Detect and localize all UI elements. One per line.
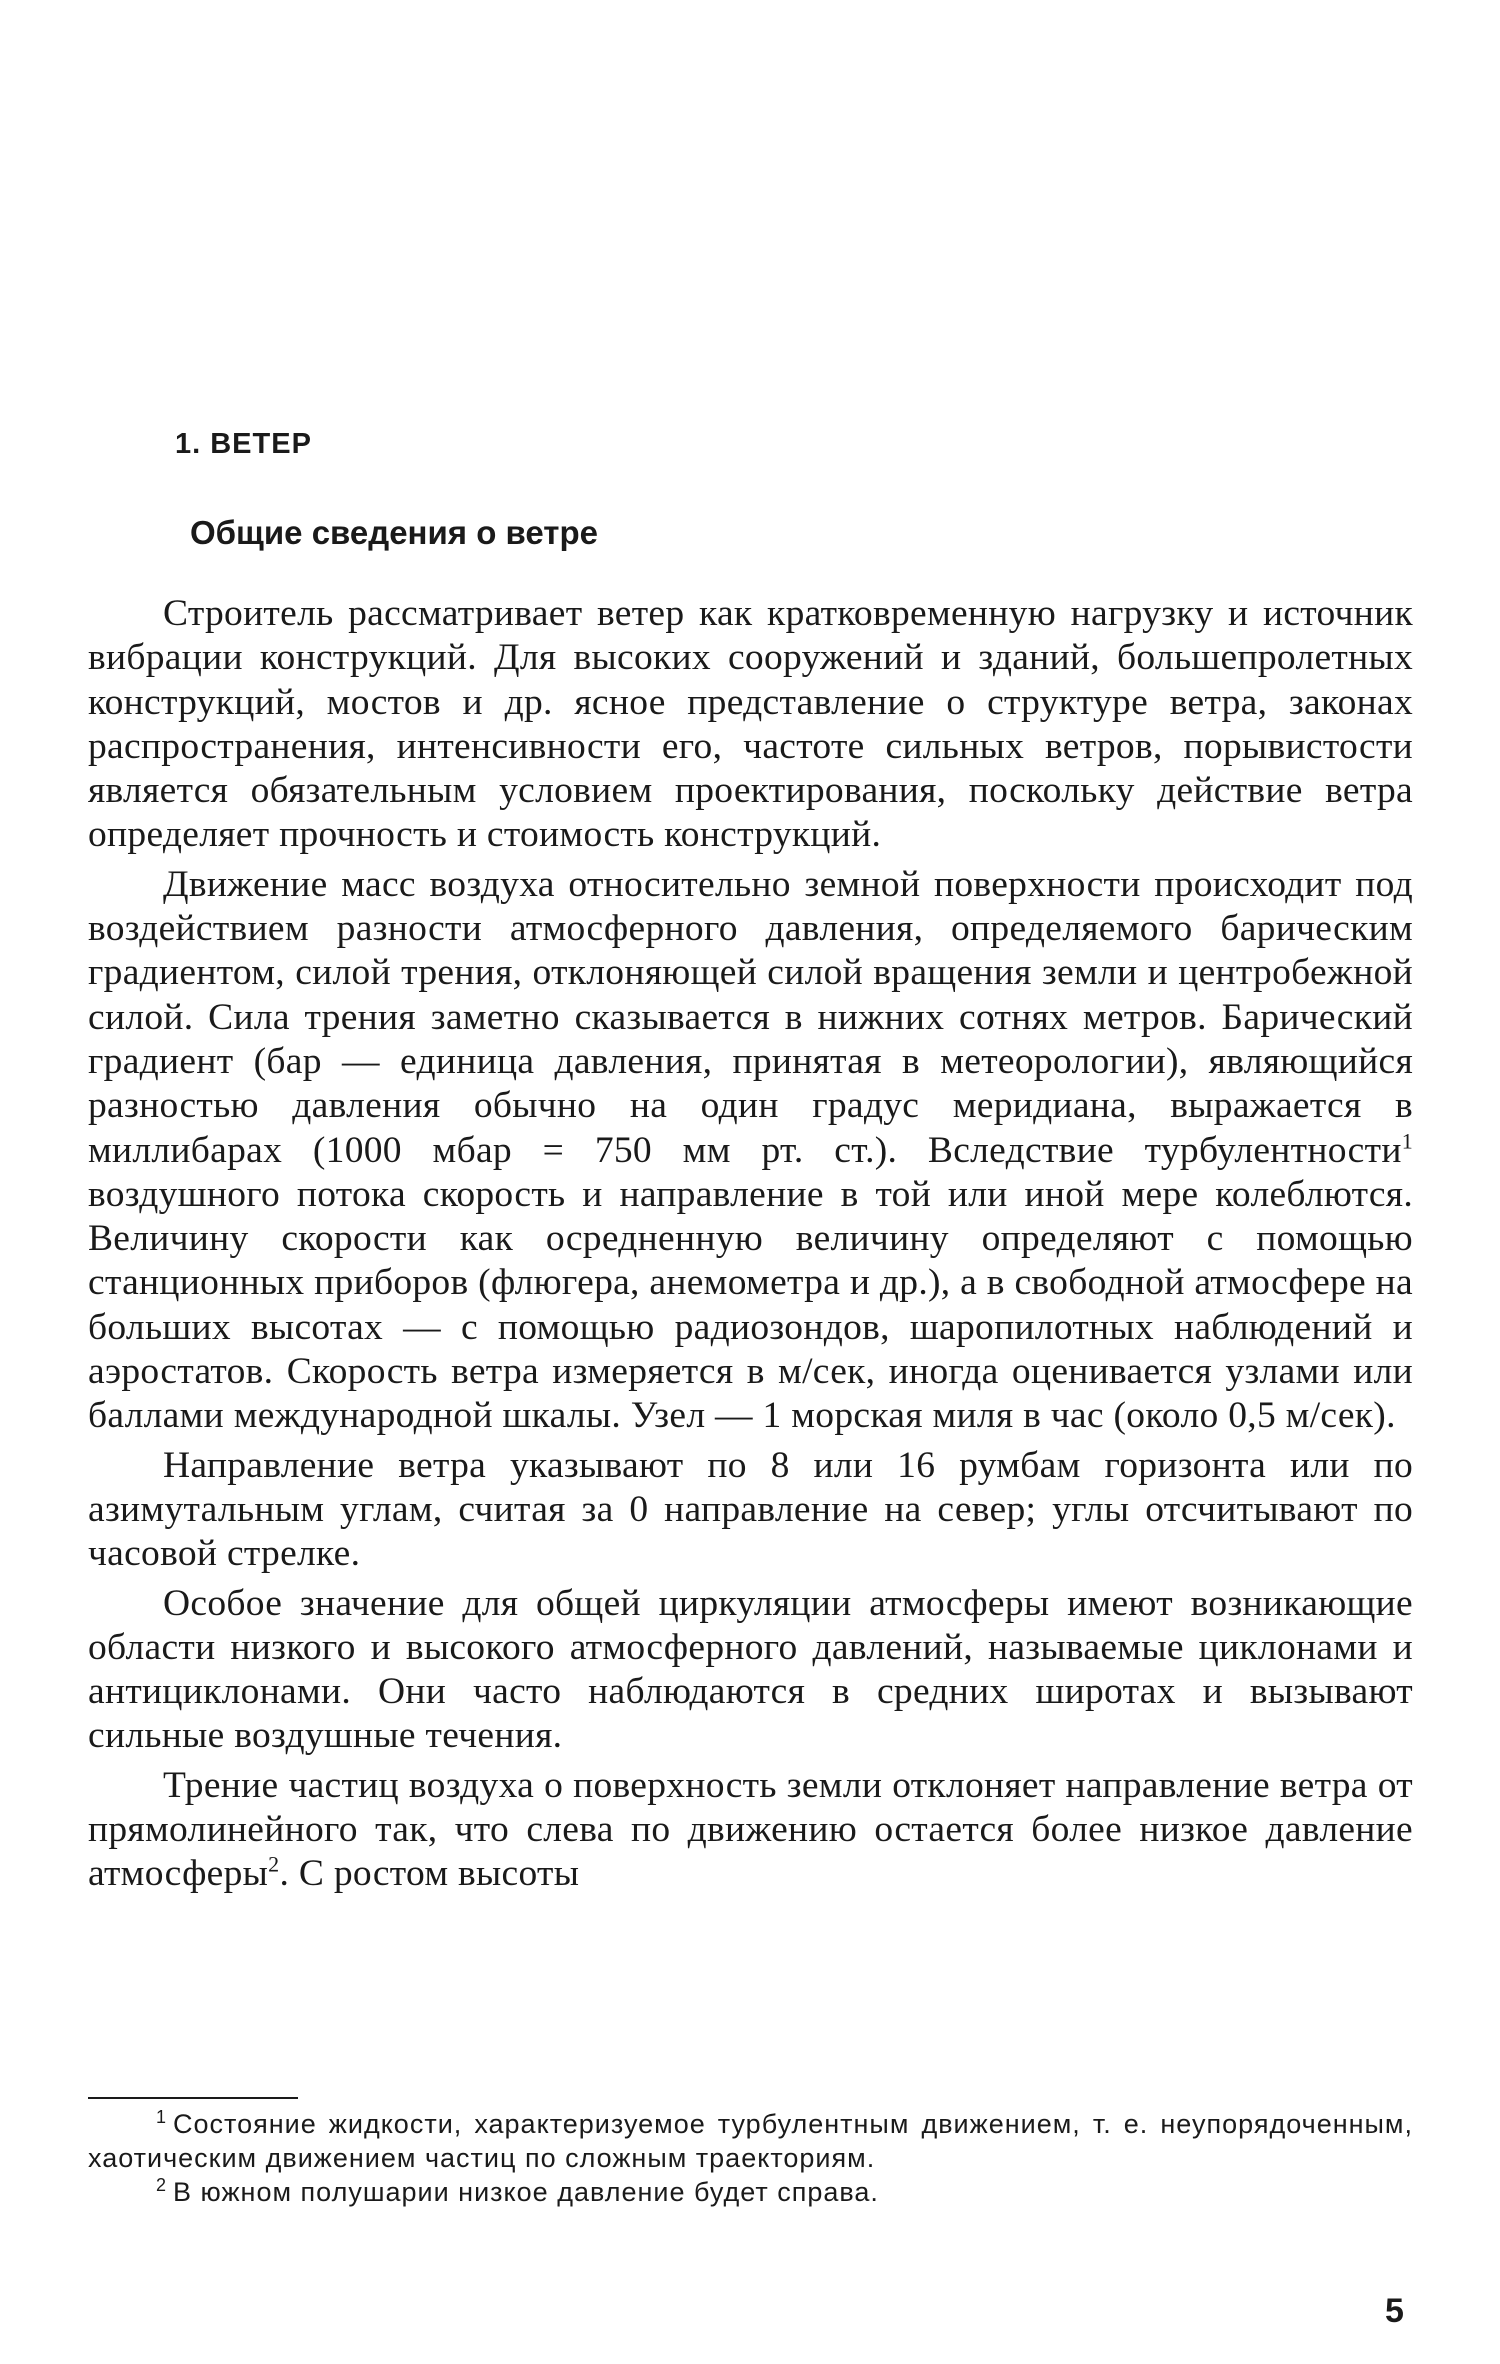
footnote-1-number: 1 [156, 2107, 168, 2127]
paragraph-5-part-b: . С ростом высоты [279, 1853, 580, 1895]
footnote-ref-1: 1 [1401, 1128, 1413, 1154]
chapter-heading: 1. ВЕТЕР [175, 428, 312, 460]
page-number: 5 [1385, 2292, 1404, 2330]
footnote-2 [88, 2175, 1413, 2209]
footnotes [88, 2107, 1413, 2209]
paragraph-4: Особое значение для общей циркуляции атмосферы имеют возникающие области низкого и высокого атмосферного давлений, называемые циклонами и антициклонами. Они часто наблюдаются в средних широтах и вызывают сильные воздушные течения. [88, 1582, 1413, 1757]
paragraph-2 [88, 863, 1413, 1439]
paragraph-3: Направление ветра указывают по 8 или 16 румбам горизонта или по азимутальным углам, считая за 0 направление на север; углы отсчитывают по часовой стрелке. [88, 1444, 1413, 1575]
footnote-1 [88, 2107, 1413, 2175]
paragraph-5 [88, 1764, 1413, 1897]
body-text [88, 592, 1413, 1902]
paragraph-1: Строитель рассматривает ветер как кратковременную нагрузку и источник вибрации конструкций. Для высоких сооружений и зданий, большепролетных конструкций, мостов и др. ясное представление о структуре ветра, законах распространения, интенсивности его, частоте сильных ветров, порывистости является обязательным условием проектирования, поскольку действие ветра определяет прочность и стоимость конструкций. [88, 593, 1413, 856]
paragraph-5-part-a: Трение частиц воздуха о поверхность земли отклоняет направление ветра от прямолинейного так, что слева по движению остается более низкое давление атмосферы [88, 1764, 1413, 1895]
footnote-2-text: В южном полушарии низкое давление будет справа. [173, 2177, 879, 2207]
footnote-divider [88, 2097, 298, 2099]
paragraph-2-part-a: Движение масс воздуха относительно земной поверхности происходит под воздействием разности атмосферного давления, определяемого барическим градиентом, силой трения, отклоняющей силой вращения земли и центробежной силой. Сила трения заметно сказывается в нижних сотнях метров. Барический градиент (бар — единица давления, принятая в метеорологии), являющийся разностью давления обычно на один градус меридиана, выражается в миллибарах (1000 мбар = 750 мм рт. ст.). Вследствие турбулентности [88, 863, 1413, 1171]
footnote-2-number: 2 [156, 2175, 168, 2195]
section-heading: Общие сведения о ветре [190, 514, 598, 551]
paragraph-2-part-b: воздушного потока скорость и направление в той или иной мере колеблются. Величину скорости как осредненную величину определяют с помощью станционных приборов (флюгера, анемометра и др.), а в свободной атмосфере на больших высотах — с помощью радиозондов, шаропилотных наблюдений и аэростатов. Скорость ветра измеряется в м/сек, иногда оценивается узлами или баллами международной шкалы. Узел — 1 морская миля в час (около 0,5 м/сек). [88, 1173, 1413, 1437]
footnote-1-text: Состояние жидкости, характеризуемое турбулентным движением, т. е. неупорядоченным, хаотическим движением частиц по сложным траекториям. [88, 2109, 1413, 2173]
footnote-ref-2: 2 [268, 1851, 280, 1877]
